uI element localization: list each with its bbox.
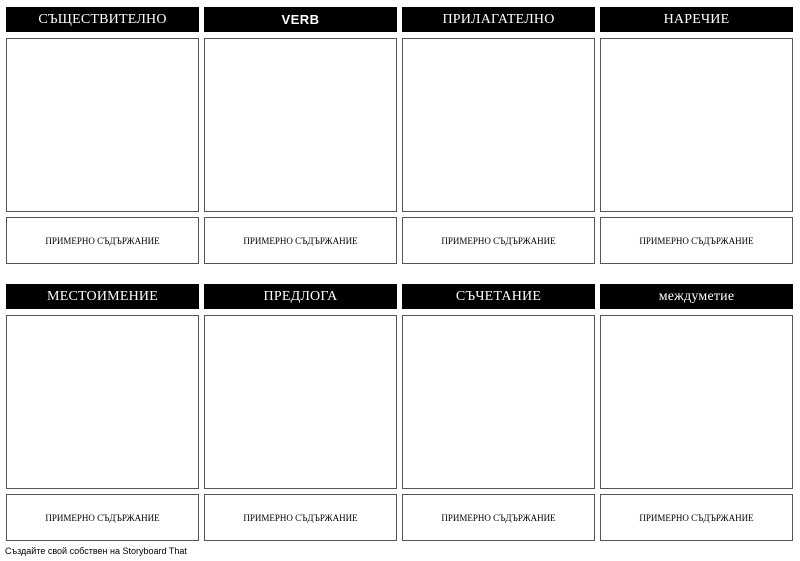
- image-box-interjection[interactable]: [600, 315, 793, 489]
- footer-credit: Създайте свой собствен на Storyboard That: [5, 546, 187, 556]
- caption-box-verb[interactable]: [204, 217, 397, 264]
- caption-text: ПРИМЕРНО СЪДЪРЖАНИЕ: [639, 512, 754, 523]
- caption-box-noun[interactable]: [6, 217, 199, 264]
- image-box-preposition[interactable]: [204, 315, 397, 489]
- header-interjection: междуметие: [600, 284, 793, 309]
- image-box-adjective[interactable]: [402, 38, 595, 212]
- caption-text: ПРИМЕРНО СЪДЪРЖАНИЕ: [441, 235, 556, 246]
- image-box-conjunction[interactable]: [402, 315, 595, 489]
- header-preposition: ПРЕДЛОГА: [204, 284, 397, 309]
- caption-box-preposition[interactable]: [204, 494, 397, 541]
- caption-text: ПРИМЕРНО СЪДЪРЖАНИЕ: [441, 512, 556, 523]
- caption-text: ПРИМЕРНО СЪДЪРЖАНИЕ: [639, 235, 754, 246]
- caption-box-pronoun[interactable]: [6, 494, 199, 541]
- caption-text: ПРИМЕРНО СЪДЪРЖАНИЕ: [243, 235, 358, 246]
- image-box-noun[interactable]: [6, 38, 199, 212]
- caption-text: ПРИМЕРНО СЪДЪРЖАНИЕ: [45, 235, 160, 246]
- header-pronoun: МЕСТОИМЕНИЕ: [6, 284, 199, 309]
- image-box-verb[interactable]: [204, 38, 397, 212]
- caption-box-adverb[interactable]: [600, 217, 793, 264]
- caption-box-interjection[interactable]: [600, 494, 793, 541]
- header-verb: VERB: [204, 7, 397, 32]
- caption-text: ПРИМЕРНО СЪДЪРЖАНИЕ: [243, 512, 358, 523]
- header-conjunction: СЪЧЕТАНИЕ: [402, 284, 595, 309]
- caption-box-conjunction[interactable]: [402, 494, 595, 541]
- header-noun: СЪЩЕСТВИТЕЛНО: [6, 7, 199, 32]
- image-box-adverb[interactable]: [600, 38, 793, 212]
- image-box-pronoun[interactable]: [6, 315, 199, 489]
- header-adjective: ПРИЛАГАТЕЛНО: [402, 7, 595, 32]
- caption-box-adjective[interactable]: [402, 217, 595, 264]
- header-adverb: НАРЕЧИЕ: [600, 7, 793, 32]
- caption-text: ПРИМЕРНО СЪДЪРЖАНИЕ: [45, 512, 160, 523]
